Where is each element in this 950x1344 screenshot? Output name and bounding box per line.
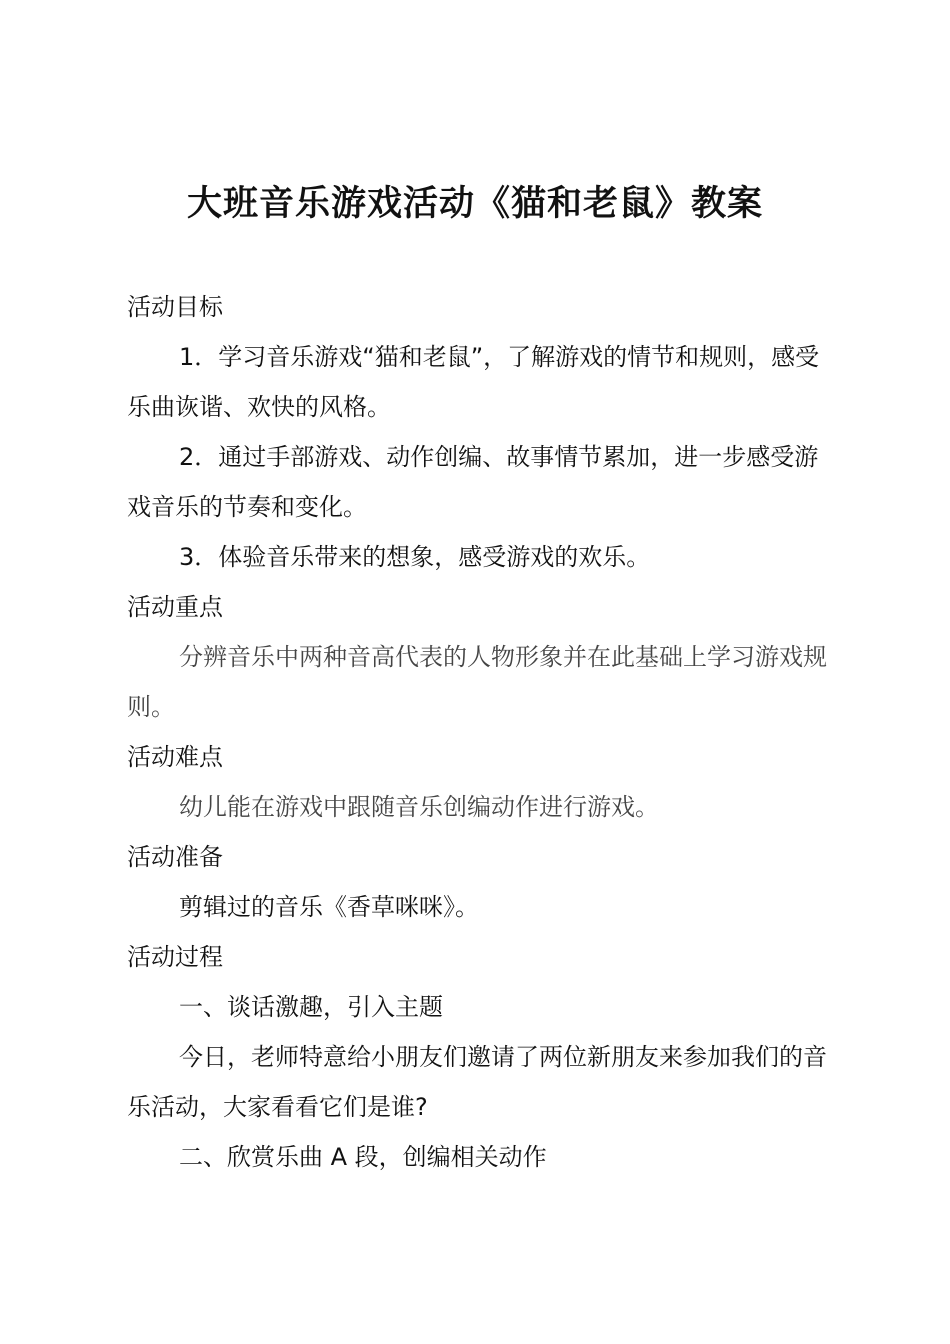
- preparation-text: 剪辑过的音乐《香草咪咪》。: [179, 893, 479, 921]
- difficulty-text: 幼儿能在游戏中跟随音乐创编动作进行游戏。: [179, 793, 659, 821]
- key-point-text: 分辨音乐中两种音高代表的人物形象并在此基础上学习游戏规则。: [127, 643, 827, 721]
- document-title: 大班音乐游戏活动《猫和老鼠》教案: [186, 183, 763, 224]
- section-heading-key-point: 活动重点: [127, 593, 223, 621]
- process-step-1-text: 今日，老师特意给小朋友们邀请了两位新朋友来参加我们的音乐活动，大家看看它们是谁?: [127, 1043, 827, 1121]
- process-step-2-heading: 二、欣赏乐曲 A 段，创编相关动作: [179, 1143, 547, 1171]
- section-heading-difficulty: 活动难点: [127, 743, 223, 771]
- goal-item-3: 3．体验音乐带来的想象，感受游戏的欢乐。: [179, 543, 651, 571]
- section-heading-goals: 活动目标: [127, 293, 223, 321]
- process-step-1-heading: 一、谈话激趣，引入主题: [179, 993, 443, 1021]
- goal-item-2: 2．通过手部游戏、动作创编、故事情节累加，进一步感受游戏音乐的节奏和变化。: [127, 443, 819, 521]
- goal-item-1: 1．学习音乐游戏“猫和老鼠”，了解游戏的情节和规则，感受乐曲诙谐、欢快的风格。: [127, 343, 820, 421]
- section-heading-process: 活动过程: [127, 943, 223, 971]
- document-body: [127, 282, 837, 1182]
- section-heading-preparation: 活动准备: [127, 843, 223, 871]
